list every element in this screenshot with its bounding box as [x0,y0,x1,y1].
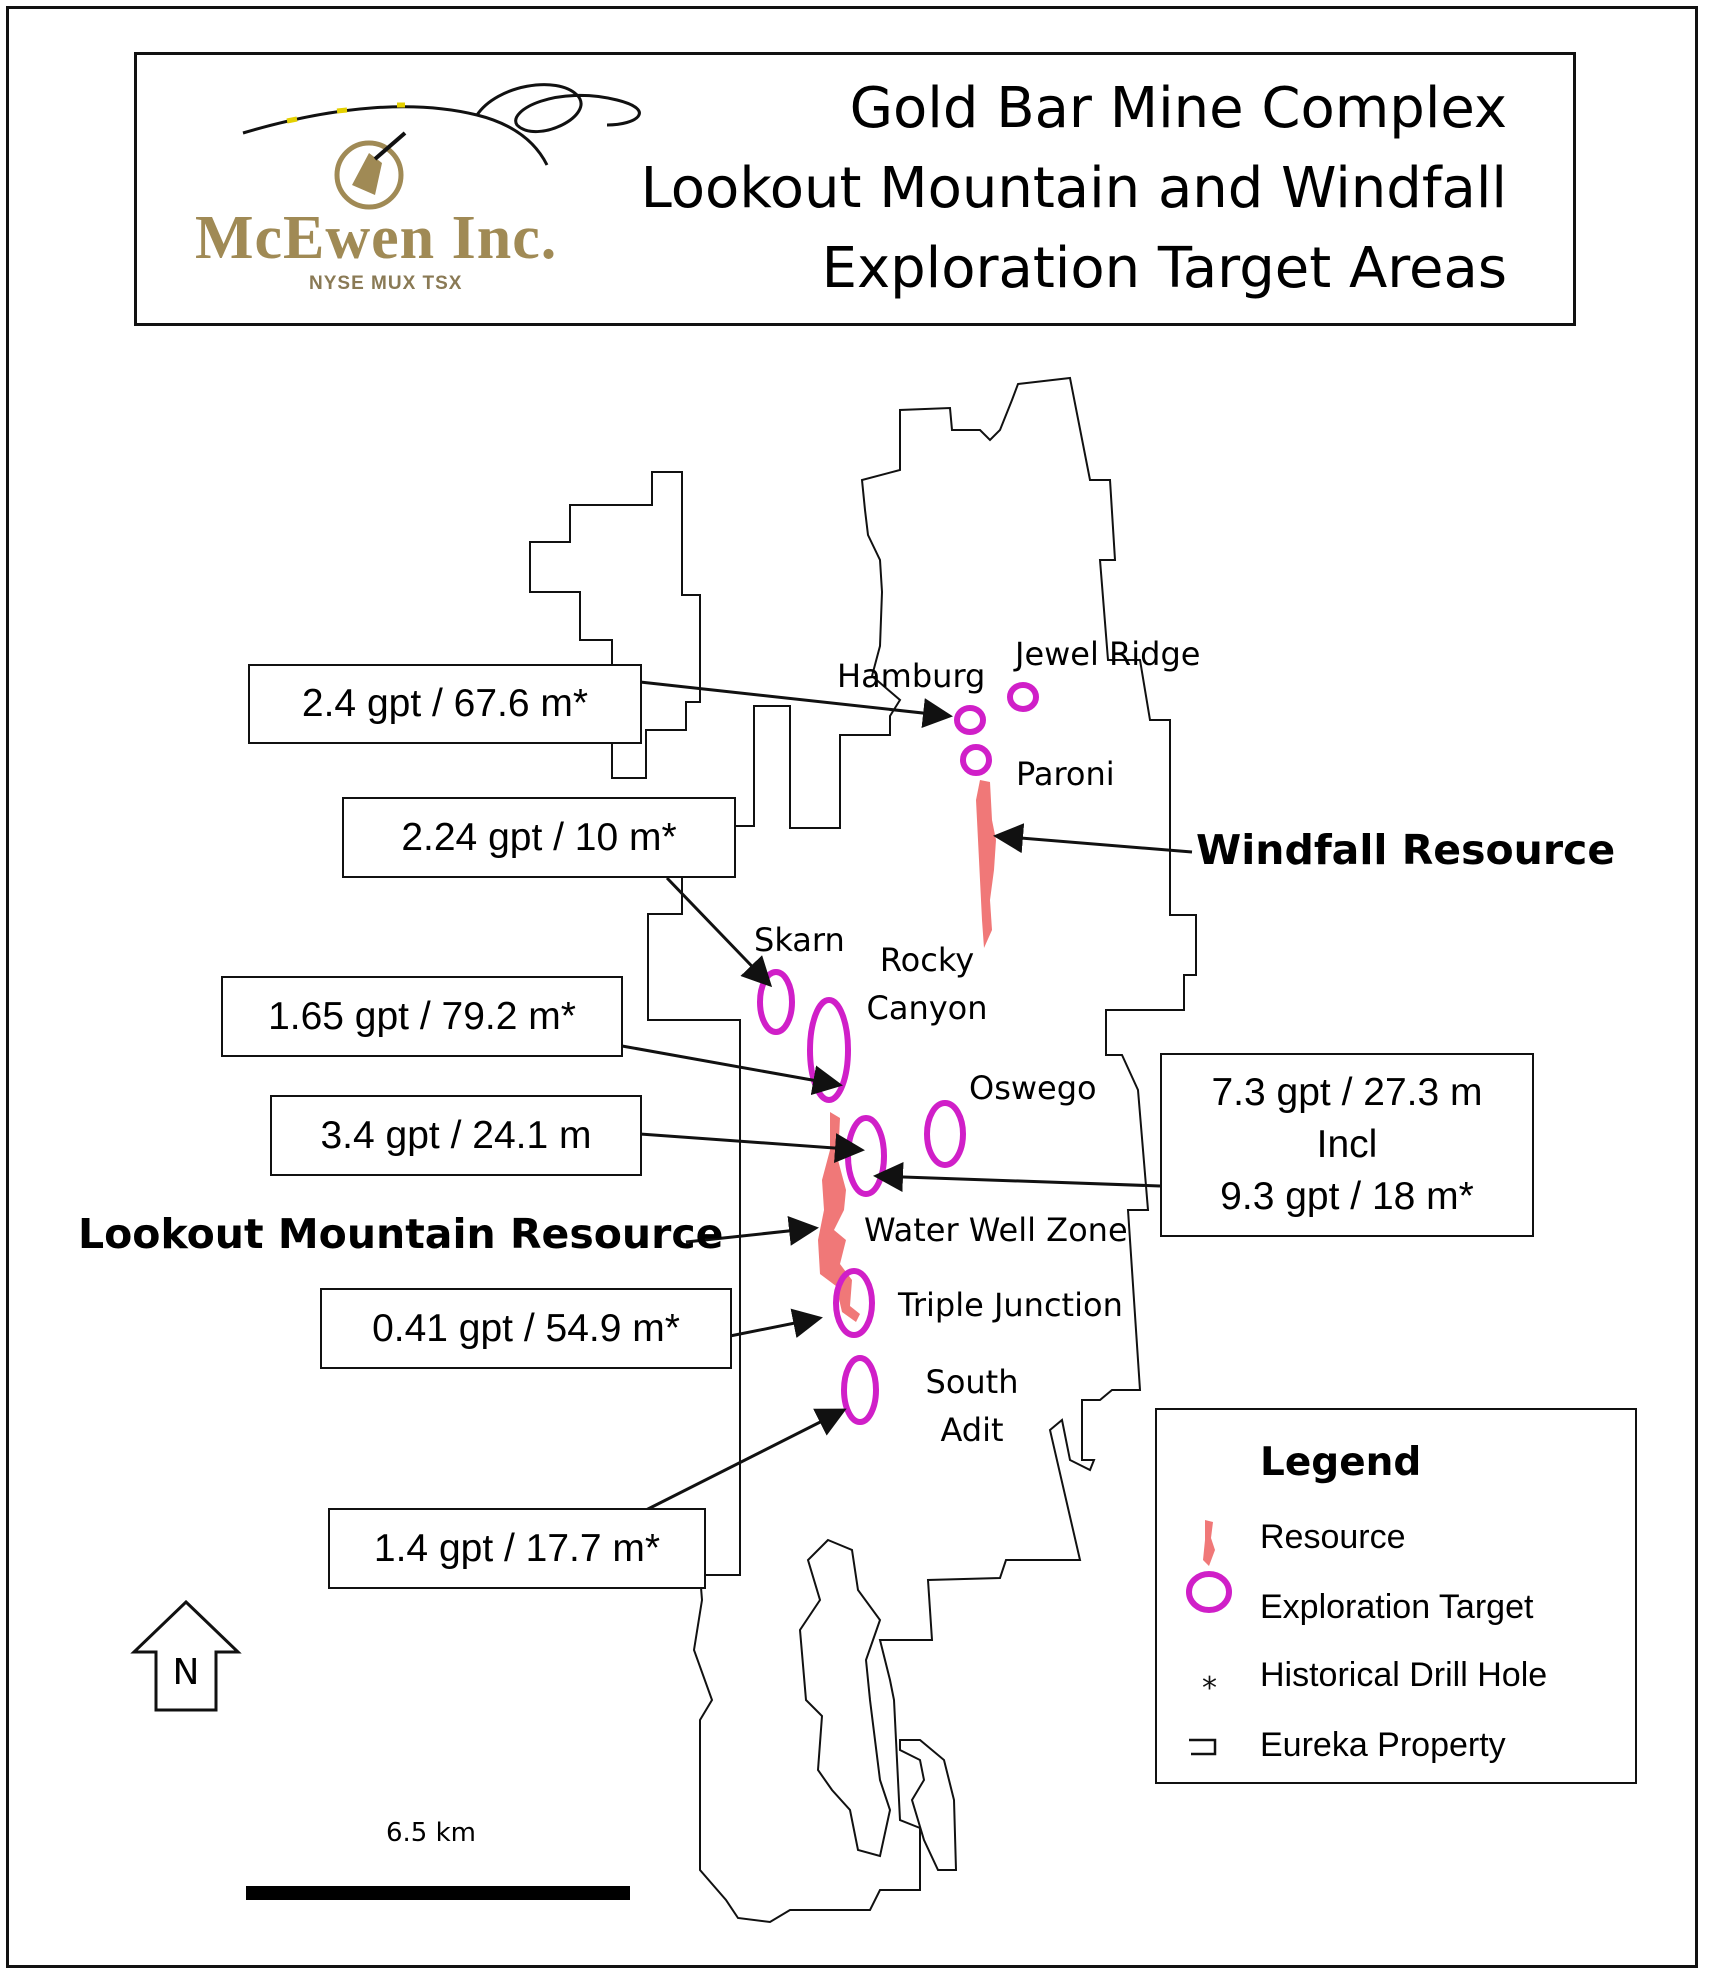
legend-item-exploration-target: Exploration Target [1260,1588,1534,1626]
legend-item-resource: Resource [1260,1518,1406,1556]
label-triple-junction: Triple Junction [898,1286,1123,1324]
arrow-water-well-a [640,1134,862,1150]
legend-item-historical-drill-hole: Historical Drill Hole [1260,1656,1548,1694]
target-rocky-canyon-ring-icon [810,1000,848,1100]
page-title-line-1: Gold Bar Mine Complex [849,76,1507,141]
label-south-adit-line-1: South [925,1363,1019,1401]
result-box-hamburg: 2.4 gpt / 67.6 m* [248,664,642,744]
target-hamburg-ring-icon [957,708,983,732]
windfall-resource-shape [976,780,996,948]
property-outline-icon [1189,1740,1215,1754]
property-outline-main [648,378,1196,1922]
label-rocky-canyon-line-2: Canyon [866,989,988,1027]
north-arrow [130,1600,242,1712]
label-jewel-ridge: Jewel Ridge [1015,635,1201,673]
label-skarn: Skarn [754,921,845,959]
scale-bar [246,1886,630,1900]
arrow-water-well-b [876,1176,1160,1186]
result-box-water-well-a: 3.4 gpt / 24.1 m [270,1095,642,1176]
target-jewel-ridge-ring-icon [1010,685,1036,709]
north-arrow-label: N [172,1652,200,1693]
target-oswego-ring-icon [927,1103,963,1165]
result-water-well-b-line-3: 9.3 gpt / 18 m* [1220,1175,1474,1218]
lookout-mountain-resource-label: Lookout Mountain Resource [78,1210,724,1258]
arrow-triple-junction [730,1318,820,1336]
result-water-well-b-line-1: 7.3 gpt / 27.3 m [1211,1071,1483,1114]
target-paroni-ring-icon [963,747,989,773]
label-rocky-canyon-line-1: Rocky [879,941,975,979]
arrow-south-adit [646,1410,844,1510]
legend-item-eureka-property: Eureka Property [1260,1726,1506,1764]
label-hamburg: Hamburg [837,657,986,695]
logo-wordmark: McEwen Inc. [195,204,558,272]
legend-title: Legend [1260,1440,1422,1485]
target-south-adit-ring-icon [844,1358,876,1422]
label-south-adit-line-2: Adit [940,1411,1004,1449]
arrow-windfall [996,836,1192,852]
asterisk-icon: * [1202,1671,1217,1706]
target-water-well-ring-icon [848,1118,884,1194]
legend [1155,1408,1637,1784]
result-box-rocky-canyon: 1.65 gpt / 79.2 m* [221,976,623,1057]
scale-label: 6.5 km [386,1818,476,1848]
result-box-triple-junction: 0.41 gpt / 54.9 m* [320,1288,732,1369]
ring-icon [1189,1574,1229,1610]
page-title-line-2: Lookout Mountain and Windfall [640,156,1507,221]
logo-exchanges: NYSE MUX TSX [309,273,463,294]
page-title-line-3: Exploration Target Areas [821,236,1507,301]
result-box-water-well-b [1160,1053,1534,1237]
result-water-well-b-line-2: Incl [1316,1123,1378,1166]
label-oswego: Oswego [969,1069,1097,1107]
label-paroni: Paroni [1016,755,1115,793]
windfall-resource-label: Windfall Resource [1196,826,1616,874]
result-box-skarn: 2.24 gpt / 10 m* [342,797,736,878]
legend-symbols [1157,1410,1237,1786]
label-water-well-zone: Water Well Zone [864,1211,1128,1249]
resource-swatch-icon [1203,1520,1215,1566]
result-box-south-adit: 1.4 gpt / 17.7 m* [328,1508,706,1589]
property-outline-south-inner [900,1740,956,1870]
property-outline-south-fingers [800,1540,890,1856]
